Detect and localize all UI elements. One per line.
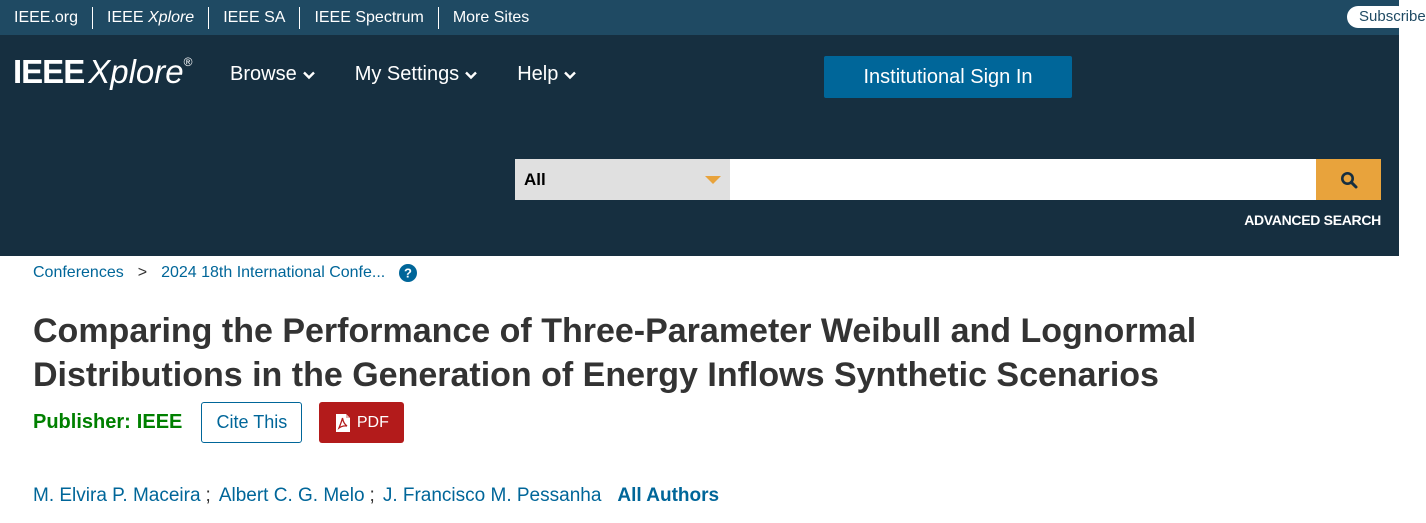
search-bar bbox=[515, 159, 1381, 200]
logo-xplore-text: Xplore bbox=[88, 53, 184, 90]
breadcrumb bbox=[33, 264, 417, 282]
pdf-label: PDF bbox=[356, 413, 389, 431]
ieee-xplore-logo[interactable] bbox=[13, 53, 192, 91]
help-icon[interactable] bbox=[399, 264, 417, 282]
publisher-value: IEEE bbox=[136, 411, 183, 433]
cite-this-button[interactable]: Cite This bbox=[201, 402, 302, 443]
link-ieee-xplore-italic: Xplore bbox=[147, 8, 195, 26]
nav-help-label: Help bbox=[517, 63, 559, 85]
link-ieee-xplore[interactable] bbox=[92, 7, 208, 29]
author-link[interactable]: Albert C. G. Melo bbox=[218, 485, 365, 506]
breadcrumb-separator: > bbox=[137, 264, 148, 281]
publisher-info bbox=[33, 411, 182, 434]
page-title: Comparing the Performance of Three-Parameter Weibull and Lognormal Distributions in the Generation of Energy Inflows Synthetic Scenarios bbox=[33, 312, 1197, 394]
logo-ieee-text: IEEE bbox=[13, 53, 85, 90]
authors-list bbox=[33, 485, 719, 507]
author-separator: ; bbox=[369, 485, 375, 506]
publisher-label: Publisher: bbox=[33, 411, 131, 433]
link-more-sites[interactable]: More Sites bbox=[438, 7, 543, 29]
nav-my-settings-label: My Settings bbox=[354, 63, 460, 85]
breadcrumb-conference-name[interactable]: 2024 18th International Confe... bbox=[161, 264, 386, 281]
dropdown-triangle-icon bbox=[705, 176, 721, 184]
search-icon bbox=[1340, 171, 1358, 189]
publisher-row bbox=[33, 402, 404, 443]
nav-my-settings[interactable] bbox=[355, 63, 477, 86]
chevron-down-icon bbox=[564, 69, 576, 81]
nav-browse-label: Browse bbox=[230, 63, 297, 85]
nav-browse[interactable] bbox=[230, 63, 315, 86]
advanced-search-link[interactable]: ADVANCED SEARCH bbox=[1244, 212, 1381, 228]
search-input[interactable] bbox=[730, 159, 1316, 200]
author-link[interactable]: M. Elvira P. Maceira bbox=[33, 485, 201, 506]
breadcrumb-conferences[interactable]: Conferences bbox=[33, 264, 124, 281]
link-ieee-spectrum[interactable]: IEEE Spectrum bbox=[299, 7, 437, 29]
author-separator: ; bbox=[205, 485, 211, 506]
pdf-icon bbox=[335, 413, 351, 433]
institutional-sign-in-button[interactable]: Institutional Sign In bbox=[824, 56, 1072, 98]
all-authors-link[interactable]: All Authors bbox=[617, 485, 720, 506]
search-scope-select[interactable] bbox=[515, 159, 730, 200]
chevron-down-icon bbox=[465, 69, 477, 81]
logo-registered-mark: ® bbox=[183, 55, 193, 69]
search-scope-value: All bbox=[524, 170, 546, 189]
author-link[interactable]: J. Francisco M. Pessanha bbox=[382, 485, 602, 506]
subscribe-button[interactable]: Subscribe bbox=[1347, 6, 1409, 28]
link-ieee-xplore-prefix: IEEE bbox=[107, 8, 148, 26]
main-nav bbox=[230, 63, 616, 86]
top-links bbox=[0, 0, 543, 35]
pdf-button[interactable] bbox=[319, 402, 404, 443]
link-ieee-sa[interactable]: IEEE SA bbox=[208, 7, 299, 29]
main-header bbox=[0, 35, 1399, 256]
search-button[interactable] bbox=[1316, 159, 1381, 200]
nav-help[interactable] bbox=[517, 63, 576, 86]
link-ieee-org[interactable]: IEEE.org bbox=[14, 8, 79, 26]
chevron-down-icon bbox=[303, 69, 315, 81]
top-utility-bar bbox=[0, 0, 1426, 35]
svg-text:?: ? bbox=[404, 265, 413, 281]
